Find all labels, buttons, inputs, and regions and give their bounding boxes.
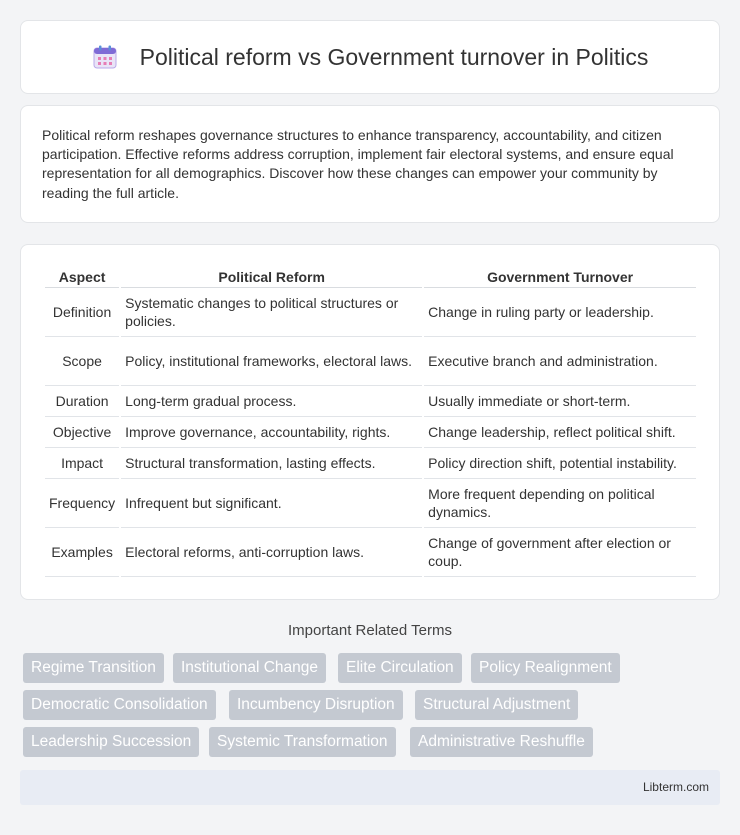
related-term-tag[interactable]: Elite Circulation: [338, 653, 462, 683]
cell-government-turnover: Change of government after election or coup.: [424, 528, 696, 577]
cell-political-reform: Structural transformation, lasting effects.: [121, 448, 422, 479]
related-term-tag[interactable]: Leadership Succession: [23, 727, 199, 757]
header-card: [20, 20, 720, 94]
cell-government-turnover: Change leadership, reflect political shift.: [424, 417, 696, 448]
related-term-tag[interactable]: Incumbency Disruption: [229, 690, 403, 720]
table-row: [45, 448, 696, 479]
comparison-card: [20, 244, 720, 600]
cell-aspect: Duration: [45, 386, 119, 417]
cell-political-reform: Electoral reforms, anti-corruption laws.: [121, 528, 422, 577]
cell-government-turnover: Change in ruling party or leadership.: [424, 288, 696, 337]
cell-political-reform: Improve governance, accountability, rights.: [121, 417, 422, 448]
cell-political-reform: Long-term gradual process.: [121, 386, 422, 417]
cell-aspect: Frequency: [45, 479, 119, 528]
cell-aspect: Objective: [45, 417, 119, 448]
cell-government-turnover: Policy direction shift, potential instability.: [424, 448, 696, 479]
intro-text: Political reform reshapes governance structures to enhance transparency, accountability, and citizen participation. Effective reforms address corruption, implement fair electoral systems, and ensure equal representation for all demographics. Discover how these changes can empower your community by reading the full article.: [42, 127, 674, 201]
cell-aspect: Scope: [45, 337, 119, 386]
table-row: [45, 337, 696, 386]
cell-political-reform: Policy, institutional frameworks, electoral laws.: [121, 337, 422, 386]
header-government-turnover: Government Turnover: [424, 267, 696, 288]
cell-government-turnover: Executive branch and administration.: [424, 337, 696, 386]
calendar-icon: [92, 44, 118, 70]
related-term-tag[interactable]: Policy Realignment: [471, 653, 620, 683]
cell-aspect: Definition: [45, 288, 119, 337]
table-row: [45, 288, 696, 337]
related-term-tag[interactable]: Systemic Transformation: [209, 727, 396, 757]
related-term-tag[interactable]: Regime Transition: [23, 653, 164, 683]
page-title: Political reform vs Government turnover in Politics: [139, 43, 649, 70]
intro-card: [20, 105, 720, 223]
cell-government-turnover: More frequent depending on political dynamics.: [424, 479, 696, 528]
related-term-tag[interactable]: Institutional Change: [173, 653, 326, 683]
related-terms-title: Important Related Terms: [288, 622, 452, 639]
cell-aspect: Impact: [45, 448, 119, 479]
comparison-table: [43, 267, 698, 577]
related-term-tag[interactable]: Structural Adjustment: [415, 690, 578, 720]
related-term-tag[interactable]: Administrative Reshuffle: [410, 727, 593, 757]
header-aspect: Aspect: [45, 267, 119, 288]
table-row: [45, 417, 696, 448]
table-row: [45, 386, 696, 417]
related-term-tag[interactable]: Democratic Consolidation: [23, 690, 216, 720]
footer: [20, 770, 720, 805]
table-header-row: [45, 267, 696, 288]
cell-political-reform: Infrequent but significant.: [121, 479, 422, 528]
header-political-reform: Political Reform: [121, 267, 422, 288]
cell-government-turnover: Usually immediate or short-term.: [424, 386, 696, 417]
cell-aspect: Examples: [45, 528, 119, 577]
footer-site-link[interactable]: Libterm.com: [642, 780, 709, 794]
table-row: [45, 479, 696, 528]
table-row: [45, 528, 696, 577]
cell-political-reform: Systematic changes to political structures or policies.: [121, 288, 422, 337]
